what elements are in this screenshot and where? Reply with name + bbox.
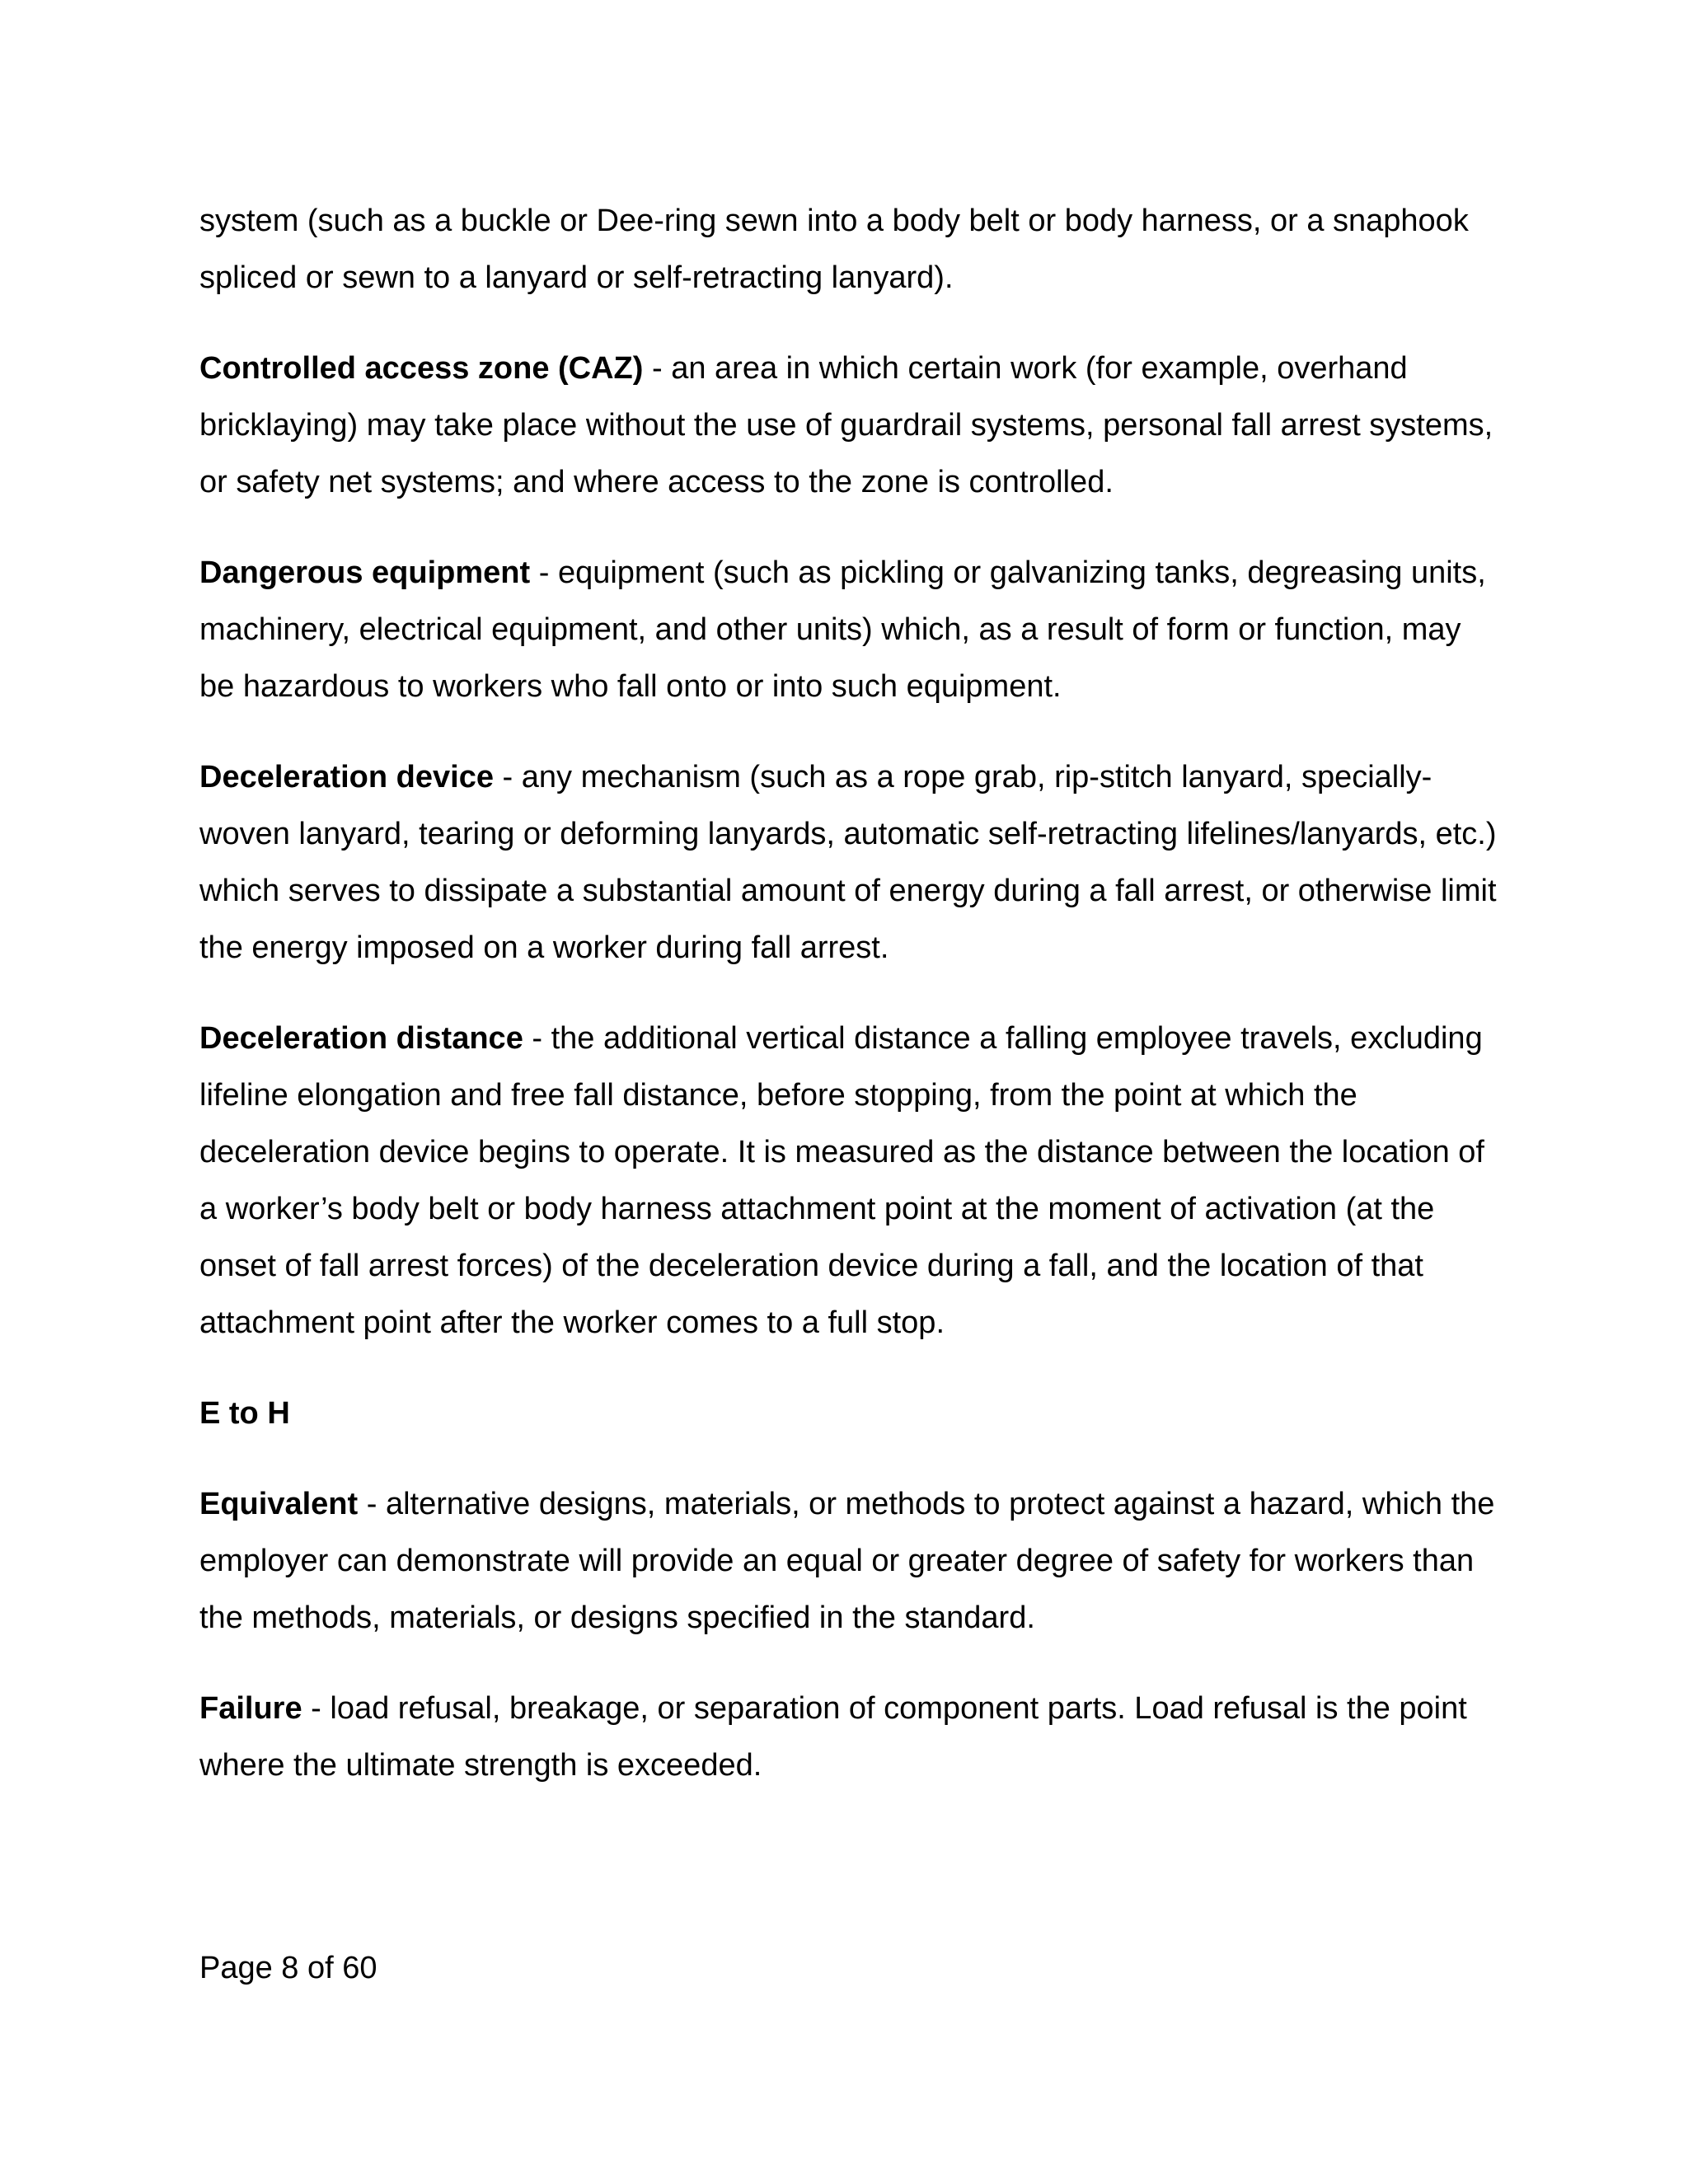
definition-separator: - bbox=[493, 760, 522, 794]
definition-term: Deceleration device bbox=[199, 760, 494, 794]
definition-equivalent bbox=[199, 1476, 1502, 1647]
definition-deceleration-distance bbox=[199, 1010, 1502, 1352]
definition-separator: - bbox=[523, 1021, 551, 1056]
definition-text: any mechanism (such as a rope grab, rip-stitch lanyard, specially-woven lanyard, tearing or deforming lanyards, automatic self-retracting lifelines/lanyards, etc.) which serves to dissipate a substantial amount of energy during a fall arrest, or otherwise limit the energy imposed on a worker during fall arrest. bbox=[199, 760, 1497, 965]
definition-term: Dangerous equipment bbox=[199, 555, 531, 590]
definition-term: Failure bbox=[199, 1691, 302, 1726]
definition-separator: - bbox=[643, 351, 672, 386]
section-heading: E to H bbox=[199, 1396, 290, 1431]
definition-separator: - bbox=[358, 1487, 386, 1521]
definition-failure bbox=[199, 1680, 1502, 1794]
document-body bbox=[199, 193, 1502, 1828]
definition-term: Controlled access zone (CAZ) bbox=[199, 351, 644, 386]
definition-term: Deceleration distance bbox=[199, 1021, 523, 1056]
definition-term: Equivalent bbox=[199, 1487, 359, 1521]
definition-deceleration-device bbox=[199, 749, 1502, 977]
definition-text: an area in which certain work (for example, overhand bricklaying) may take place without the use of guardrail systems, personal fall arrest systems, or safety net systems; and where access to the zone is controlled. bbox=[199, 351, 1493, 499]
definition-text: the additional vertical distance a falling employee travels, excluding lifeline elongation and free fall distance, before stopping, from the point at which the deceleration device begins to operate. It is measured as the distance between the location of a worker’s body belt or body harness attachment point at the moment of activation (at the onset of fall arrest forces) of the deceleration device during a fall, and the location of that attachment point after the worker comes to a full stop. bbox=[199, 1021, 1484, 1340]
definition-text: load refusal, breakage, or separation of component parts. Load refusal is the point where the ultimate strength is exceeded. bbox=[199, 1691, 1467, 1783]
definition-separator: - bbox=[530, 555, 558, 590]
definition-separator: - bbox=[302, 1691, 331, 1726]
definition-controlled-access-zone bbox=[199, 340, 1502, 511]
continuation-paragraph: system (such as a buckle or Dee-ring sewn into a body belt or body harness, or a snaphook spliced or sewn to a lanyard or self-retracting lanyard). bbox=[199, 204, 1469, 295]
page-number-footer: Page 8 of 60 bbox=[199, 1951, 377, 1985]
definition-text: alternative designs, materials, or methods to protect against a hazard, which the employer can demonstrate will provide an equal or greater degree of safety for workers than the methods, materials, or designs specified in the standard. bbox=[199, 1487, 1495, 1635]
definition-text: equipment (such as pickling or galvanizing tanks, degreasing units, machinery, electrical equipment, and other units) which, as a result of form or function, may be hazardous to workers who fall onto or into such equipment. bbox=[199, 555, 1486, 704]
definition-dangerous-equipment bbox=[199, 545, 1502, 715]
